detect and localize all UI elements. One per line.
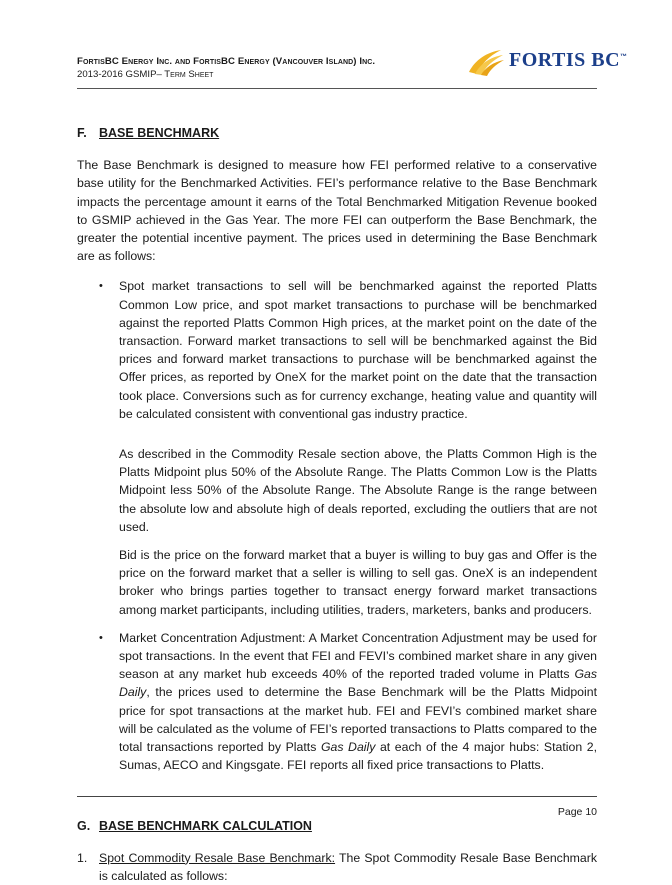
fortis-bc-logo — [465, 46, 628, 80]
footer-divider — [77, 796, 597, 797]
bullet-item-spot-market — [77, 277, 597, 433]
header-title: FortisBC Energy Inc. and FortisBC Energy (Vancouver Island) Inc. — [77, 56, 376, 67]
section-f-title: BASE BENCHMARK — [99, 126, 220, 140]
bullet-icon: • — [99, 280, 103, 293]
item1-text: The Spot Commodity Resale Base Benchmark is calculated as follows: — [99, 850, 597, 883]
bullet-icon: • — [99, 631, 103, 644]
section-g-letter: G. — [77, 818, 91, 833]
header-divider — [77, 88, 597, 89]
page-number: Page 10 — [557, 806, 597, 818]
section-f-heading — [77, 124, 597, 142]
section-g-heading — [77, 817, 597, 835]
bullet2-paragraph: Market Concentration Adjustment: A Market Concentration Adjustment may be used for spot transactions. In the event that FEI and FEVI’s combined market share in any given season at any market hub exceeds 40% of the reported traded volume in Platts Gas Daily, the prices used to determine the Base Benchmark will be the Platts Midpoint price for spot transactions at the market hub. FEI and FEVI’s combined market share will be calculated as the volume of FEI’s reported transactions to Platts compared to the total transactions reported by Platts Gas Daily at each of the 4 major hubs: Station 2, Sumas, AECO and Kingsgate. FEI reports all fixed price transactions to Platts. — [119, 630, 597, 773]
item1-label: Spot Commodity Resale Base Benchmark: — [99, 850, 336, 865]
document-body — [77, 124, 597, 885]
logo-wordmark: FORTIS BC — [509, 49, 621, 71]
logo-trademark: ™ — [620, 53, 628, 61]
bullet1-paragraph: Spot market transactions to sell will be benchmarked against the reported Platts Common Low price, and spot market transactions to purchase will be benchmarked against the reported Platts Common High prices, at the market point on the date of the transaction. Forward market transactions to sell will be benchmarked against the Bid prices and forward market transactions to purchase will be benchmarked against the Offer prices, as reported by OneX for the market point on the date that the transaction took place. Conversions such as for currency exchange, heating value and quantity will be calculated consistent with conventional gas industry practice. — [119, 279, 597, 421]
fortis-flame-icon — [465, 46, 505, 78]
section-g-title: BASE BENCHMARK CALCULATION — [99, 818, 312, 833]
page-header — [77, 40, 628, 86]
bullet-item-market-concentration — [77, 629, 597, 785]
bid-offer-paragraph: Bid is the price on the forward market that a buyer is willing to buy gas and Offer is the price on the forward market that a seller is willing to sell gas. OneX is an independent broker who brings parties together to transact energy forward market transactions among market participants, including utilities, traders, marketers, banks and producers. — [119, 548, 597, 617]
section-f-intro: The Base Benchmark is designed to measure how FEI performed relative to a conservative base utility for the Benchmarked Activities. FEI’s performance relative to the Base Benchmark impacts the percentage amount it earns of the Total Benchmarked Mitigation Revenue booked to GSMIP achieved in the Gas Year. The more FEI can outperform the Base Benchmark, the greater the potential incentive payment. The prices used in determining the Base Benchmark are as follows: — [77, 158, 597, 264]
item-number: 1. — [77, 850, 88, 865]
header-subtitle: 2013-2016 GSMIP– Term Sheet — [77, 69, 214, 80]
platts-common-paragraph: As described in the Commodity Resale section above, the Platts Common High is the Platts Midpoint plus 50% of the Absolute Range. The Platts Common Low is the Platts Midpoint less 50% of the Absolute Range. The Absolute Range is the range between the absolute low and absolute high of deals reported, excluding the outliers that are not used. — [119, 447, 597, 534]
section-f-letter: F. — [77, 126, 87, 140]
numbered-item-1 — [77, 849, 597, 885]
